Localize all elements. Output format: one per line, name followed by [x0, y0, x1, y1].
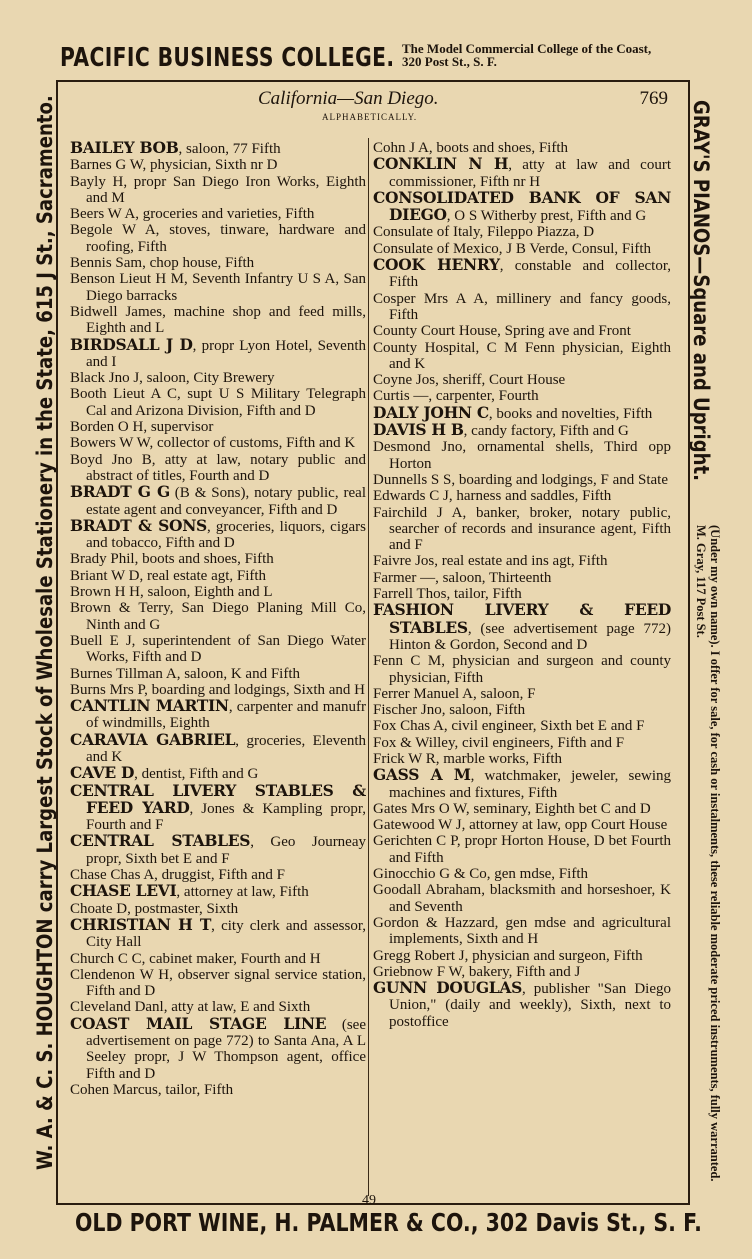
directory-entry	[70, 515, 366, 552]
entry-text: County Court House, Spring ave and Front	[373, 323, 631, 340]
directory-entry	[373, 767, 671, 801]
entry-name: DAVIS H B	[373, 420, 464, 440]
directory-entry	[70, 633, 366, 666]
entry-name: CONSOLIDATED BANK OF SAN DIEGO	[373, 187, 671, 225]
entry-text: , Geo Journeay propr, Sixth bet E and F	[86, 834, 366, 867]
left-sidebar-text: W. A. & C. S. HOUGHTON carry Largest Stock of Wholesale Stationery in the State, 615 J St., Sacramento.	[33, 95, 57, 1170]
entry-text: Gerichten C P, propr Horton House, D bet Fourth and Fifth	[373, 833, 671, 866]
directory-entry	[373, 980, 671, 1030]
directory-entry	[373, 653, 671, 686]
directory-entry	[70, 600, 366, 633]
entry-text: Cohn J A, boots and shoes, Fifth	[373, 140, 569, 156]
directory-entry	[70, 568, 366, 584]
directory-entry	[70, 584, 366, 600]
entry-text: Cosper Mrs A A, millinery and fancy goods, Fifth	[373, 290, 671, 323]
footer-page-number: 49	[362, 1193, 376, 1208]
page-title: California—San Diego.	[258, 88, 439, 109]
running-head	[60, 88, 682, 122]
entry-text: County Hospital, C M Fenn physician, Eighth and K	[373, 339, 671, 372]
entry-text: , carpenter and manufr of windmills, Eighth	[86, 699, 366, 732]
directory-entry	[373, 686, 671, 702]
entry-text: Farmer —, saloon, Thirteenth	[373, 569, 552, 586]
directory-entry	[70, 780, 366, 834]
right-sidebar-small-text: (Under my own name). I offer for sale, for cash or instalments, these reliable moderate priced instruments, fully warranted. M. Gray, 117 Post St.	[694, 525, 722, 1182]
directory-entry	[373, 702, 671, 718]
directory-entry	[70, 370, 366, 386]
directory-entry	[70, 729, 366, 766]
directory-entry	[70, 206, 366, 222]
entry-text: Booth Lieut A C, supt U S Military Telegraph Cal and Arizona Division, Fifth and D	[70, 386, 366, 419]
entry-name: BIRDSALL J D	[70, 334, 193, 354]
entry-name: COOK HENRY	[373, 255, 500, 275]
entry-name: GASS A M	[373, 765, 471, 785]
entry-text: Coyne Jos, sheriff, Court House	[373, 372, 566, 389]
page-number: 769	[639, 88, 668, 109]
top-banner	[60, 38, 680, 78]
entry-text: , dentist, Fifth and G	[134, 766, 259, 783]
entry-name: BRADT G G	[70, 482, 170, 502]
entry-text: Church C C, cabinet maker, Fourth and H	[70, 950, 321, 967]
entry-text: Burnes Tillman A, saloon, K and Fifth	[70, 665, 301, 682]
entry-text: Cohen Marcus, tailor, Fifth	[70, 1081, 234, 1098]
right-column	[373, 140, 671, 1196]
entry-text: Beers W A, groceries and varieties, Fifth	[70, 206, 315, 223]
directory-entry	[70, 271, 366, 304]
directory-entry	[373, 257, 671, 291]
entry-text: Goodall Abraham, blacksmith and horseshoer, K and Seventh	[373, 882, 671, 915]
entry-text: , atty at law and court commissioner, Fifth nr H	[389, 157, 671, 190]
directory-entry	[373, 422, 671, 439]
bottom-banner: OLD PORT WINE, H. PALMER & CO., 302 Davis St., S. F.	[75, 1208, 702, 1237]
entry-text: , groceries, Eleventh and K	[86, 732, 366, 765]
entry-name: CENTRAL STABLES	[70, 831, 251, 851]
directory-entry	[373, 735, 671, 751]
entry-text: Gregg Robert J, physician and surgeon, Fifth	[373, 947, 643, 964]
entry-text: Buell E J, superintendent of San Diego Water Works, Fifth and D	[70, 632, 366, 666]
entry-name: COAST MAIL STAGE LINE	[70, 1013, 327, 1033]
entry-text: Fox & Willey, civil engineers, Fifth and F	[373, 734, 625, 751]
entry-name: BAILEY BOB	[70, 140, 179, 157]
directory-entry	[373, 505, 671, 554]
entry-text: Consulate of Mexico, J B Verde, Consul, Fifth	[373, 240, 652, 257]
entry-text: Clendenon W H, observer signal service station, Fifth and D	[70, 966, 366, 1000]
directory-entry	[373, 866, 671, 882]
entry-text: Benson Lieut H M, Seventh Infantry U S A, San Diego barracks	[70, 271, 366, 304]
directory-entry	[70, 967, 366, 1000]
entry-text: Bidwell James, machine shop and feed mills, Eighth and L	[70, 303, 366, 337]
entry-text: Farrell Thos, tailor, Fifth	[373, 586, 522, 603]
entry-text: Gates Mrs O W, seminary, Eighth bet C and D	[373, 800, 651, 817]
entry-text: , watchmaker, jeweler, sewing machines and fixtures, Fifth	[389, 768, 671, 801]
entry-text: , books and novelties, Fifth	[488, 405, 653, 422]
entry-text: Borden O H, supervisor	[70, 419, 214, 436]
entry-text: , attorney at law, Fifth	[176, 884, 309, 901]
entry-text: Brown H H, saloon, Eighth and L	[70, 584, 273, 601]
directory-entry	[70, 386, 366, 419]
directory-entry	[70, 666, 366, 682]
entry-text: Faivre Jos, real estate and ins agt, Fifth	[373, 553, 608, 570]
entry-text: , propr Lyon Hotel, Seventh and I	[86, 337, 366, 370]
entry-text: , city clerk and assessor, City Hall	[86, 917, 366, 951]
entry-text: Choate D, postmaster, Sixth	[70, 900, 239, 917]
entry-text: Chase Chas A, druggist, Fifth and F	[70, 867, 286, 884]
directory-entry	[373, 801, 671, 817]
entry-text: Ginocchio G & Co, gen mdse, Fifth	[373, 866, 588, 883]
directory-entry	[70, 1013, 366, 1082]
directory-entry	[373, 718, 671, 734]
directory-entry	[70, 551, 366, 567]
directory-entry	[373, 817, 671, 833]
entry-text: Edwards C J, harness and saddles, Fifth	[373, 488, 612, 505]
entry-text: , (see advertisement page 772) Hinton & Gordon, Second and D	[389, 620, 671, 653]
directory-entry	[70, 833, 366, 867]
entry-name: CANTLIN MARTIN	[70, 696, 229, 716]
entry-text: Burns Mrs P, boarding and lodgings, Sixth and H	[70, 681, 366, 698]
left-column	[70, 140, 366, 1196]
entry-text: , publisher "San Diego Union," (daily and weekly), Sixth, next to postoffice	[389, 981, 671, 1030]
entry-text: (see advertisement on page 772) to Santa Ana, A L Seeley propr, J W Thompson agent, office Fifth and D	[86, 1016, 366, 1082]
entry-text: Fischer Jno, saloon, Fifth	[373, 702, 526, 719]
entry-text: Fox Chas A, civil engineer, Sixth bet E and F	[373, 718, 645, 735]
entry-text: (B & Sons), notary public, real estate agent and conveyancer, Fifth and D	[86, 485, 366, 518]
directory-entry	[373, 340, 671, 373]
top-banner-title: PACIFIC BUSINESS COLLEGE.	[60, 43, 395, 73]
directory-entry	[70, 255, 366, 271]
entry-text: Fenn C M, physician and surgeon and county physician, Fifth	[373, 653, 671, 686]
column-divider	[368, 138, 369, 1196]
entry-text: , groceries, liquors, cigars and tobacco, Fifth and D	[86, 518, 366, 552]
directory-entry	[373, 323, 671, 339]
entry-text: Griebnow F W, bakery, Fifth and J	[373, 963, 581, 980]
directory-entry	[70, 435, 366, 451]
directory-entry	[70, 174, 366, 207]
entry-text: Ferrer Manuel A, saloon, F	[373, 685, 536, 702]
entry-text: Dunnells S S, boarding and lodgings, F and State	[373, 471, 668, 488]
directory-entry	[70, 157, 366, 173]
directory-entry	[373, 156, 671, 190]
entry-text: Curtis —, carpenter, Fourth	[373, 388, 539, 405]
directory-entry	[70, 334, 366, 371]
entry-name: FASHION LIVERY & FEED STABLES	[373, 600, 671, 637]
directory-entry	[373, 187, 671, 225]
directory-entry	[373, 488, 671, 504]
directory-entry	[70, 1082, 366, 1098]
entry-text: Consulate of Italy, Fileppo Piazza, D	[373, 224, 595, 241]
entry-text: Brady Phil, boots and shoes, Fifth	[70, 551, 274, 568]
entry-text: Briant W D, real estate agt, Fifth	[70, 567, 267, 584]
directory-entry	[373, 439, 671, 472]
directory-entry	[373, 553, 671, 569]
directory-entry	[373, 882, 671, 915]
entry-text: Begole W A, stoves, tinware, hardware and roofing, Fifth	[70, 222, 366, 255]
directory-entry	[70, 883, 366, 900]
directory-entry	[70, 222, 366, 255]
entry-name: CHRISTIAN H T	[70, 914, 212, 934]
directory-entry	[70, 484, 366, 518]
directory-entry	[70, 419, 366, 435]
entry-text: Bayly H, propr San Diego Iron Works, Eighth and M	[70, 173, 366, 206]
directory-entry	[373, 833, 671, 866]
directory-entry	[70, 951, 366, 967]
entry-text: Gatewood W J, attorney at law, opp Court House	[373, 817, 668, 834]
entry-text: , O S Witherby prest, Fifth and G	[446, 208, 647, 225]
entry-name: CHASE LEVI	[70, 881, 177, 901]
directory-entry	[373, 602, 671, 653]
entry-text: Black Jno J, saloon, City Brewery	[70, 370, 275, 387]
entry-name: BRADT & SONS	[70, 515, 207, 535]
directory-entry	[70, 914, 366, 951]
entry-name: DALY JOHN C	[373, 402, 489, 422]
directory-entry	[70, 452, 366, 485]
entry-text: Frick W R, marble works, Fifth	[373, 750, 563, 767]
entry-text: Fairchild J A, banker, broker, notary public, searcher of records and insurance agent, Fifth and F	[373, 504, 671, 554]
directory-entry	[373, 472, 671, 488]
entry-text: Brown & Terry, San Diego Planing Mill Co, Ninth and G	[70, 600, 366, 633]
page-subtitle: ALPHABETICALLY.	[322, 112, 418, 122]
entry-text: Cleveland Danl, atty at law, E and Sixth	[70, 999, 311, 1016]
entry-name: CARAVIA GABRIEL	[70, 729, 236, 749]
entry-name: CENTRAL LIVERY STABLES & FEED YARD	[70, 780, 366, 817]
entry-text: Bennis Sam, chop house, Fifth	[70, 255, 255, 272]
directory-entry	[373, 915, 671, 948]
entry-text: , candy factory, Fifth and G	[463, 423, 629, 440]
entry-text: , saloon, 77 Fifth	[178, 141, 281, 157]
entry-text: Bowers W W, collector of customs, Fifth and K	[70, 435, 356, 452]
directory-entry	[373, 291, 671, 324]
directory-entry	[373, 570, 671, 586]
directory-entry	[373, 224, 671, 240]
entry-text: , constable and collector, Fifth	[389, 258, 671, 291]
entry-name: CAVE D	[70, 763, 135, 783]
directory-entry	[70, 304, 366, 337]
entry-text: Desmond Jno, ornamental shells, Third opp Horton	[373, 439, 671, 472]
entry-text: Barnes G W, physician, Sixth nr D	[70, 157, 278, 174]
directory-entry	[373, 372, 671, 388]
top-banner-tagline: The Model Commercial College of the Coast, 320 Post St., S. F.	[402, 41, 652, 69]
entry-text: Boyd Jno B, atty at law, notary public and abstract of titles, Fourth and D	[70, 451, 366, 484]
entry-text: , Jones & Kampling propr, Fourth and F	[86, 800, 366, 834]
entry-name: GUNN DOUGLAS	[373, 978, 522, 998]
right-sidebar-main-text: GRAY'S PIANOS—Square and Upright.	[689, 100, 713, 482]
entry-name: CONKLIN N H	[373, 154, 509, 174]
directory-entry	[373, 948, 671, 964]
directory-entry	[70, 698, 366, 732]
entry-text: Gordon & Hazzard, gen mdse and agricultural implements, Sixth and H	[373, 914, 671, 948]
directory-entry	[70, 140, 366, 157]
